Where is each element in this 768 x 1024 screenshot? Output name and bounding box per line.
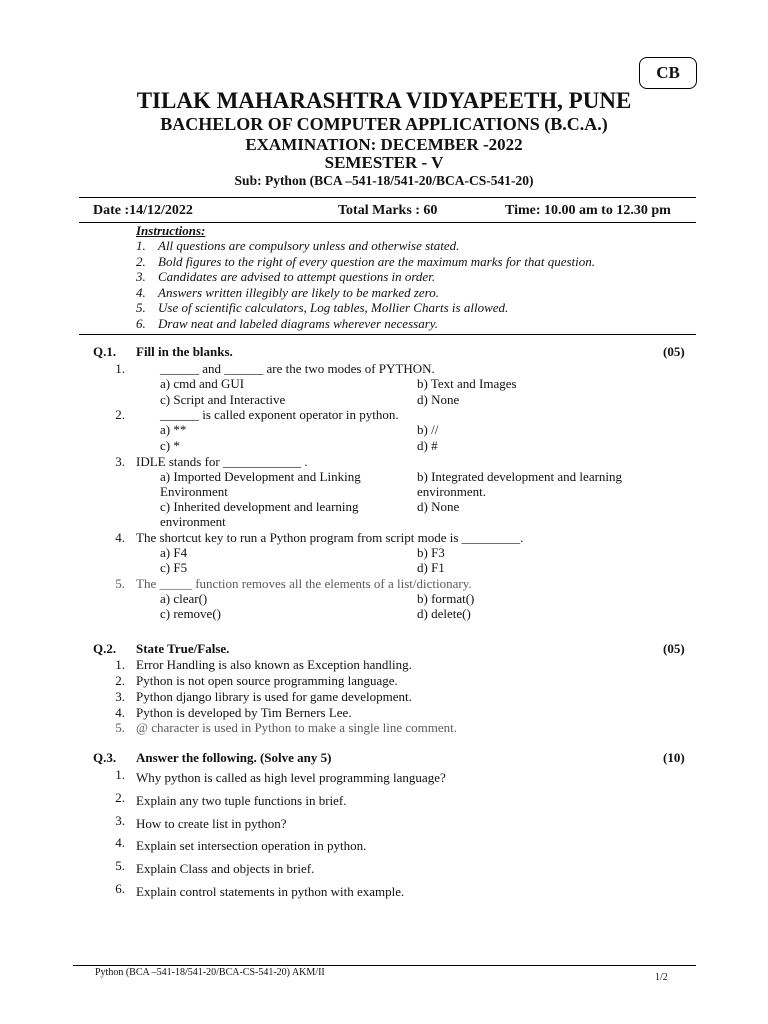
q3-item-text: Explain set intersection operation in python. [136,838,367,853]
option-c: c) Script and Interactive [160,392,286,407]
q2-item-text: Error Handling is also known as Exception handling. [136,657,412,672]
paper-code-box: CB [639,57,697,89]
q3-item-text: How to create list in python? [136,816,287,831]
q1-marks: (05) [663,344,685,359]
exam-title: EXAMINATION: DECEMBER -2022 [245,135,523,154]
instruction-item: 6. Draw neat and labeled diagrams wherever necessary. [136,316,439,331]
option-a: a) clear() [160,591,208,606]
total-marks: Total Marks : 60 [338,203,438,218]
q1-item-number: 4. [115,530,125,545]
q3-number: Q.3. [93,750,117,765]
option-c: c) remove() [160,606,221,621]
instruction-item: 5. Use of scientific calculators, Log tables, Mollier Charts is allowed. [136,300,509,315]
q2-marks: (05) [663,641,685,656]
q2-item-number: 2. [115,673,125,688]
q1-item-text: ______ and ______ are the two modes of PYTHON. [160,361,435,376]
instruction-item: 2. Bold figures to the right of every question are the maximum marks for that question. [136,254,596,269]
option-d: d) delete() [417,606,471,621]
q3-marks: (10) [663,750,685,765]
option-c-cont: environment [160,514,226,529]
q2-item-number: 4. [115,705,125,720]
divider-bottom [79,334,696,335]
q1-item-text: The shortcut key to run a Python program from script mode is _________. [136,530,524,545]
q3-item-text: Explain Class and objects in brief. [136,861,315,876]
option-b: b) Text and Images [417,376,517,391]
instruction-item: 3. Candidates are advised to attempt questions in order. [136,269,436,284]
program-title: BACHELOR OF COMPUTER APPLICATIONS (B.C.A.) [160,114,608,134]
q2-item-text: Python is not open source programming language. [136,673,398,688]
q3-item-number: 3. [115,813,125,828]
q2-number: Q.2. [93,641,117,656]
option-a: a) F4 [160,545,188,560]
option-c: c) Inherited development and learning [160,499,359,514]
option-d: d) None [417,392,460,407]
q1-item-number: 2. [115,407,125,422]
q1-item-text: IDLE stands for ____________ . [136,454,308,469]
q2-item-text: @ character is used in Python to make a single line comment. [136,720,458,735]
divider-top [79,197,696,198]
q1-number: Q.1. [93,344,117,359]
option-b: b) format() [417,591,475,606]
q1-item-number: 5. [115,576,125,591]
q3-item-number: 4. [115,835,125,850]
option-a: a) ** [160,422,187,437]
q3-title: Answer the following. (Solve any 5) [136,750,332,765]
page-number: 1/2 [655,972,668,983]
q3-item-text: Explain control statements in python with example. [136,884,405,899]
q3-item-number: 1. [115,767,125,782]
instructions-heading: Instructions: [136,223,206,238]
q1-item-number: 3. [115,454,125,469]
q2-item-number: 1. [115,657,125,672]
q1-item-number: 1. [115,361,125,376]
option-c: c) F5 [160,560,188,575]
q2-item-number: 3. [115,689,125,704]
option-d: d) # [417,438,438,453]
instruction-item: 4. Answers written illegibly are likely to be marked zero. [136,285,440,300]
option-b: b) // [417,422,439,437]
footer-divider [73,965,696,966]
q2-item-number: 5. [115,720,125,735]
option-d: d) None [417,499,460,514]
instruction-item: 1. All questions are compulsory unless and otherwise stated. [136,238,460,253]
q3-item-number: 5. [115,858,125,873]
option-a: a) cmd and GUI [160,376,245,391]
q1-title: Fill in the blanks. [136,344,233,359]
q1-item-text: The _____ function removes all the elements of a list/dictionary. [136,576,472,591]
q3-item-number: 6. [115,881,125,896]
q3-item-text: Explain any two tuple functions in brief. [136,793,347,808]
option-b: b) Integrated development and learning [417,469,623,484]
option-a: a) Imported Development and Linking [160,469,361,484]
exam-time: Time: 10.00 am to 12.30 pm [505,203,671,218]
footer-text: Python (BCA –541-18/541-20/BCA-CS-541-20) AKM/II [95,967,325,978]
q3-item-number: 2. [115,790,125,805]
option-d: d) F1 [417,560,445,575]
q2-item-text: Python is developed by Tim Berners Lee. [136,705,352,720]
option-b: b) F3 [417,545,445,560]
subject-title: Sub: Python (BCA –541-18/541-20/BCA-CS-541-20) [234,173,534,188]
semester-title: SEMESTER - V [324,153,444,172]
q2-item-text: Python django library is used for game development. [136,689,412,704]
q3-item-text: Why python is called as high level programming language? [136,770,446,785]
q1-item-text: ______ is called exponent operator in python. [160,407,399,422]
exam-date: Date :14/12/2022 [93,203,193,218]
q2-title: State True/False. [136,641,230,656]
option-a-cont: Environment [160,484,228,499]
option-c: c) * [160,438,180,453]
option-b-cont: environment. [417,484,486,499]
university-title: TILAK MAHARASHTRA VIDYAPEETH, PUNE [136,88,632,113]
